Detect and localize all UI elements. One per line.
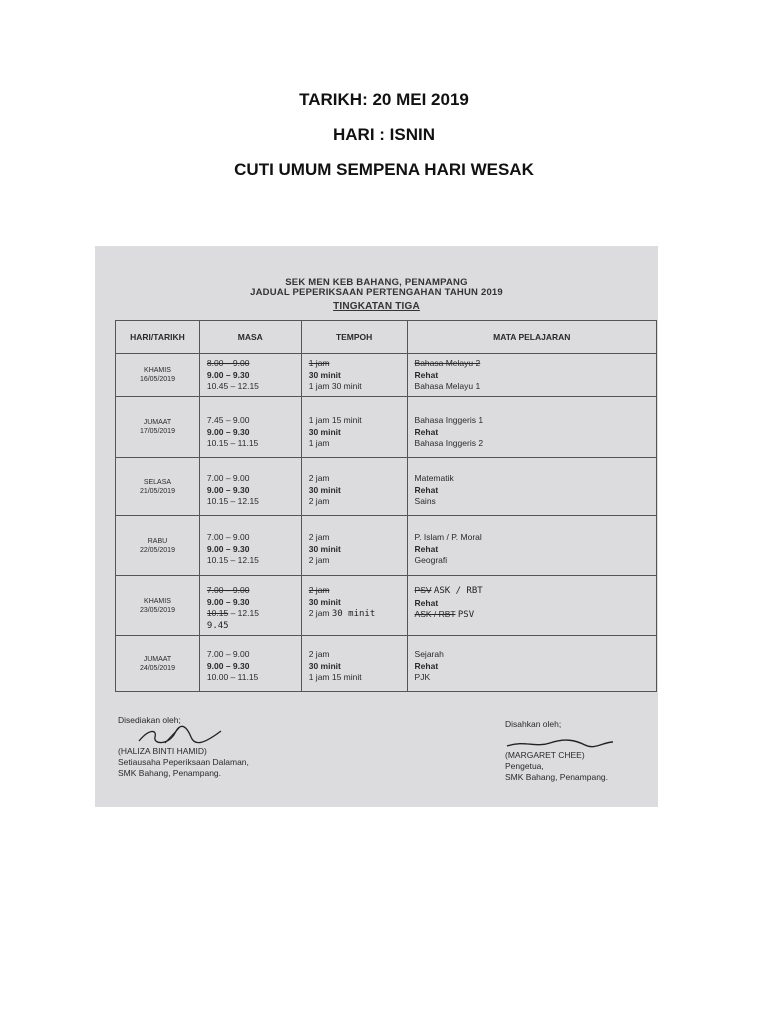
day-cell (116, 636, 200, 692)
tempoh-cell (301, 516, 407, 576)
subjek-1: P. Islam / P. Moral (414, 532, 482, 542)
masa-cell (199, 636, 301, 692)
subjek-3-struck: ASK / RBT (414, 609, 456, 619)
prepared-by-role: Setiausaha Peperiksaan Dalaman, (118, 757, 249, 767)
subjek-cell (407, 636, 656, 692)
subjek-1: Sejarah (414, 649, 444, 659)
column-header-masa: MASA (199, 321, 301, 354)
approved-by-role: Pengetua, (505, 761, 544, 771)
masa-1: 7.00 – 9.00 (206, 585, 250, 595)
subjek-3: Bahasa Inggeris 2 (414, 438, 484, 448)
day-name: JUMAAT (143, 655, 172, 663)
form-title (95, 301, 658, 312)
day-name: KHAMIS (144, 367, 171, 374)
subjek-2: Rehat (414, 484, 439, 495)
masa-2: 9.00 – 9.30 (206, 369, 250, 380)
tempoh-1: 2 jam (308, 585, 330, 595)
masa-3: 10.00 – 11.15 (206, 672, 259, 682)
subjek-1-struck: PSV (414, 585, 432, 595)
day-date: 24/05/2019 (139, 664, 175, 672)
day-date: 21/05/2019 (139, 487, 175, 495)
masa-cell (199, 458, 301, 516)
day-heading: HARI : ISNIN (333, 125, 435, 144)
subjek-cell (407, 354, 656, 397)
subjek-2: Rehat (414, 543, 439, 554)
tempoh-2: 30 minit (308, 484, 341, 495)
masa-2: 9.00 – 9.30 (206, 426, 250, 437)
masa-3: 10.45 – 12.15 (206, 381, 259, 391)
masa-1: 7.00 – 9.00 (206, 532, 250, 542)
subjek-2: Rehat (414, 426, 439, 437)
subjek-2: Rehat (414, 597, 439, 608)
day-name: JUMAAT (143, 419, 172, 426)
holiday-heading: CUTI UMUM SEMPENA HARI WESAK (234, 160, 534, 179)
signature-left (135, 725, 225, 747)
masa-3-handwritten: 9.45 (206, 620, 229, 631)
column-header-hari: HARI/TARIKH (116, 321, 200, 354)
masa-1: 7.45 – 9.00 (206, 415, 250, 425)
tempoh-1: 1 jam (308, 358, 330, 368)
tempoh-1: 2 jam (308, 473, 330, 483)
masa-2: 9.00 – 9.30 (206, 484, 250, 495)
masa-cell (199, 354, 301, 397)
tempoh-2: 30 minit (308, 543, 341, 554)
day-date: 17/05/2019 (139, 428, 175, 435)
masa-3: 10.15 – 11.15 (206, 438, 259, 448)
table-row (116, 576, 657, 636)
masa-cell (199, 516, 301, 576)
tempoh-cell (301, 576, 407, 636)
masa-3-struck: 10.15 (206, 608, 229, 618)
date-heading: TARIKH: 20 MEI 2019 (299, 90, 469, 109)
subjek-3: Bahasa Melayu 1 (414, 381, 481, 391)
masa-cell (199, 397, 301, 458)
tempoh-2: 30 minit (308, 660, 341, 671)
tempoh-cell (301, 354, 407, 397)
table-row (116, 397, 657, 458)
tempoh-3: 2 jam (308, 496, 330, 506)
tempoh-1: 1 jam 15 minit (308, 415, 362, 425)
tempoh-3: 1 jam 15 minit (308, 672, 362, 682)
prepared-by-label: Disediakan oleh; (118, 715, 181, 725)
tempoh-1: 2 jam (308, 649, 330, 659)
day-cell (116, 516, 200, 576)
exam-timetable (115, 320, 657, 692)
masa-2: 9.00 – 9.30 (206, 543, 250, 554)
table-row (116, 458, 657, 516)
day-cell (116, 354, 200, 397)
prepared-by-name: (HALIZA BINTI HAMID) (118, 746, 207, 756)
tempoh-3: 1 jam (308, 438, 330, 448)
masa-cell (199, 576, 301, 636)
masa-3: 10.15 – 12.15 (206, 496, 259, 506)
tempoh-3: 2 jam (308, 555, 330, 565)
prepared-by-org: SMK Bahang, Penampang. (118, 768, 222, 778)
masa-1: 7.00 – 9.00 (206, 473, 250, 483)
exam-title: JADUAL PEPERIKSAAN PERTENGAHAN TAHUN 2019 (250, 287, 503, 298)
form-title-text: TINGKATAN TIGA (333, 301, 420, 312)
approved-by-block (505, 750, 608, 783)
masa-2: 9.00 – 9.30 (206, 596, 250, 607)
subjek-cell (407, 397, 656, 458)
day-date: 16/05/2019 (139, 376, 175, 383)
masa-1: 7.00 – 9.00 (206, 649, 250, 659)
table-header-row (116, 321, 657, 354)
subjek-3-handwritten: PSV (457, 610, 475, 620)
day-cell (116, 397, 200, 458)
day-name: KHAMIS (144, 597, 171, 605)
day-date: 22/05/2019 (139, 546, 175, 554)
day-name: RABU (147, 537, 168, 545)
approved-by-org: SMK Bahang, Penampang. (505, 772, 609, 782)
subjek-3: Sains (414, 496, 436, 506)
subjek-3: Geografi (414, 555, 448, 565)
subjek-1-handwritten: ASK / RBT (433, 586, 483, 596)
masa-3-rest: – 12.15 (228, 608, 259, 618)
subjek-cell (407, 516, 656, 576)
tempoh-1: 2 jam (308, 532, 330, 542)
tempoh-cell (301, 458, 407, 516)
table-row (116, 516, 657, 576)
table-row (116, 354, 657, 397)
day-name: SELASA (143, 478, 172, 486)
timetable-photo (95, 246, 658, 807)
subjek-3: PJK (414, 672, 431, 682)
day-date: 23/05/2019 (139, 606, 175, 614)
tempoh-3: 1 jam 30 minit (308, 381, 362, 391)
masa-3: 10.15 – 12.15 (206, 555, 259, 565)
day-cell (116, 576, 200, 636)
column-header-tempoh: TEMPOH (301, 321, 407, 354)
day-cell (116, 458, 200, 516)
subjek-cell (407, 576, 656, 636)
prepared-by-block (118, 746, 249, 779)
approved-by-name: (MARGARET CHEE) (505, 750, 585, 760)
subjek-2: Rehat (414, 369, 439, 380)
school-name: SEK MEN KEB BAHANG, PENAMPANG (285, 277, 468, 288)
tempoh-cell (301, 397, 407, 458)
tempoh-2: 30 minit (308, 369, 341, 380)
subjek-1: Bahasa Melayu 2 (414, 358, 481, 368)
signature-right (505, 738, 615, 750)
masa-1: 8.00 – 9.00 (206, 358, 250, 368)
approved-by-label: Disahkan oleh; (505, 719, 562, 729)
tempoh-3-handwritten: 30 minit (331, 609, 376, 619)
tempoh-2: 30 minit (308, 426, 341, 437)
subjek-2: Rehat (414, 660, 439, 671)
tempoh-2: 30 minit (308, 596, 341, 607)
tempoh-3: 2 jam (308, 608, 330, 618)
tempoh-cell (301, 636, 407, 692)
column-header-mata-pelajaran: MATA PELAJARAN (407, 321, 656, 354)
masa-2: 9.00 – 9.30 (206, 660, 250, 671)
subjek-cell (407, 458, 656, 516)
table-row (116, 636, 657, 692)
subjek-1: Matematik (414, 473, 454, 483)
subjek-1: Bahasa Inggeris 1 (414, 415, 484, 425)
